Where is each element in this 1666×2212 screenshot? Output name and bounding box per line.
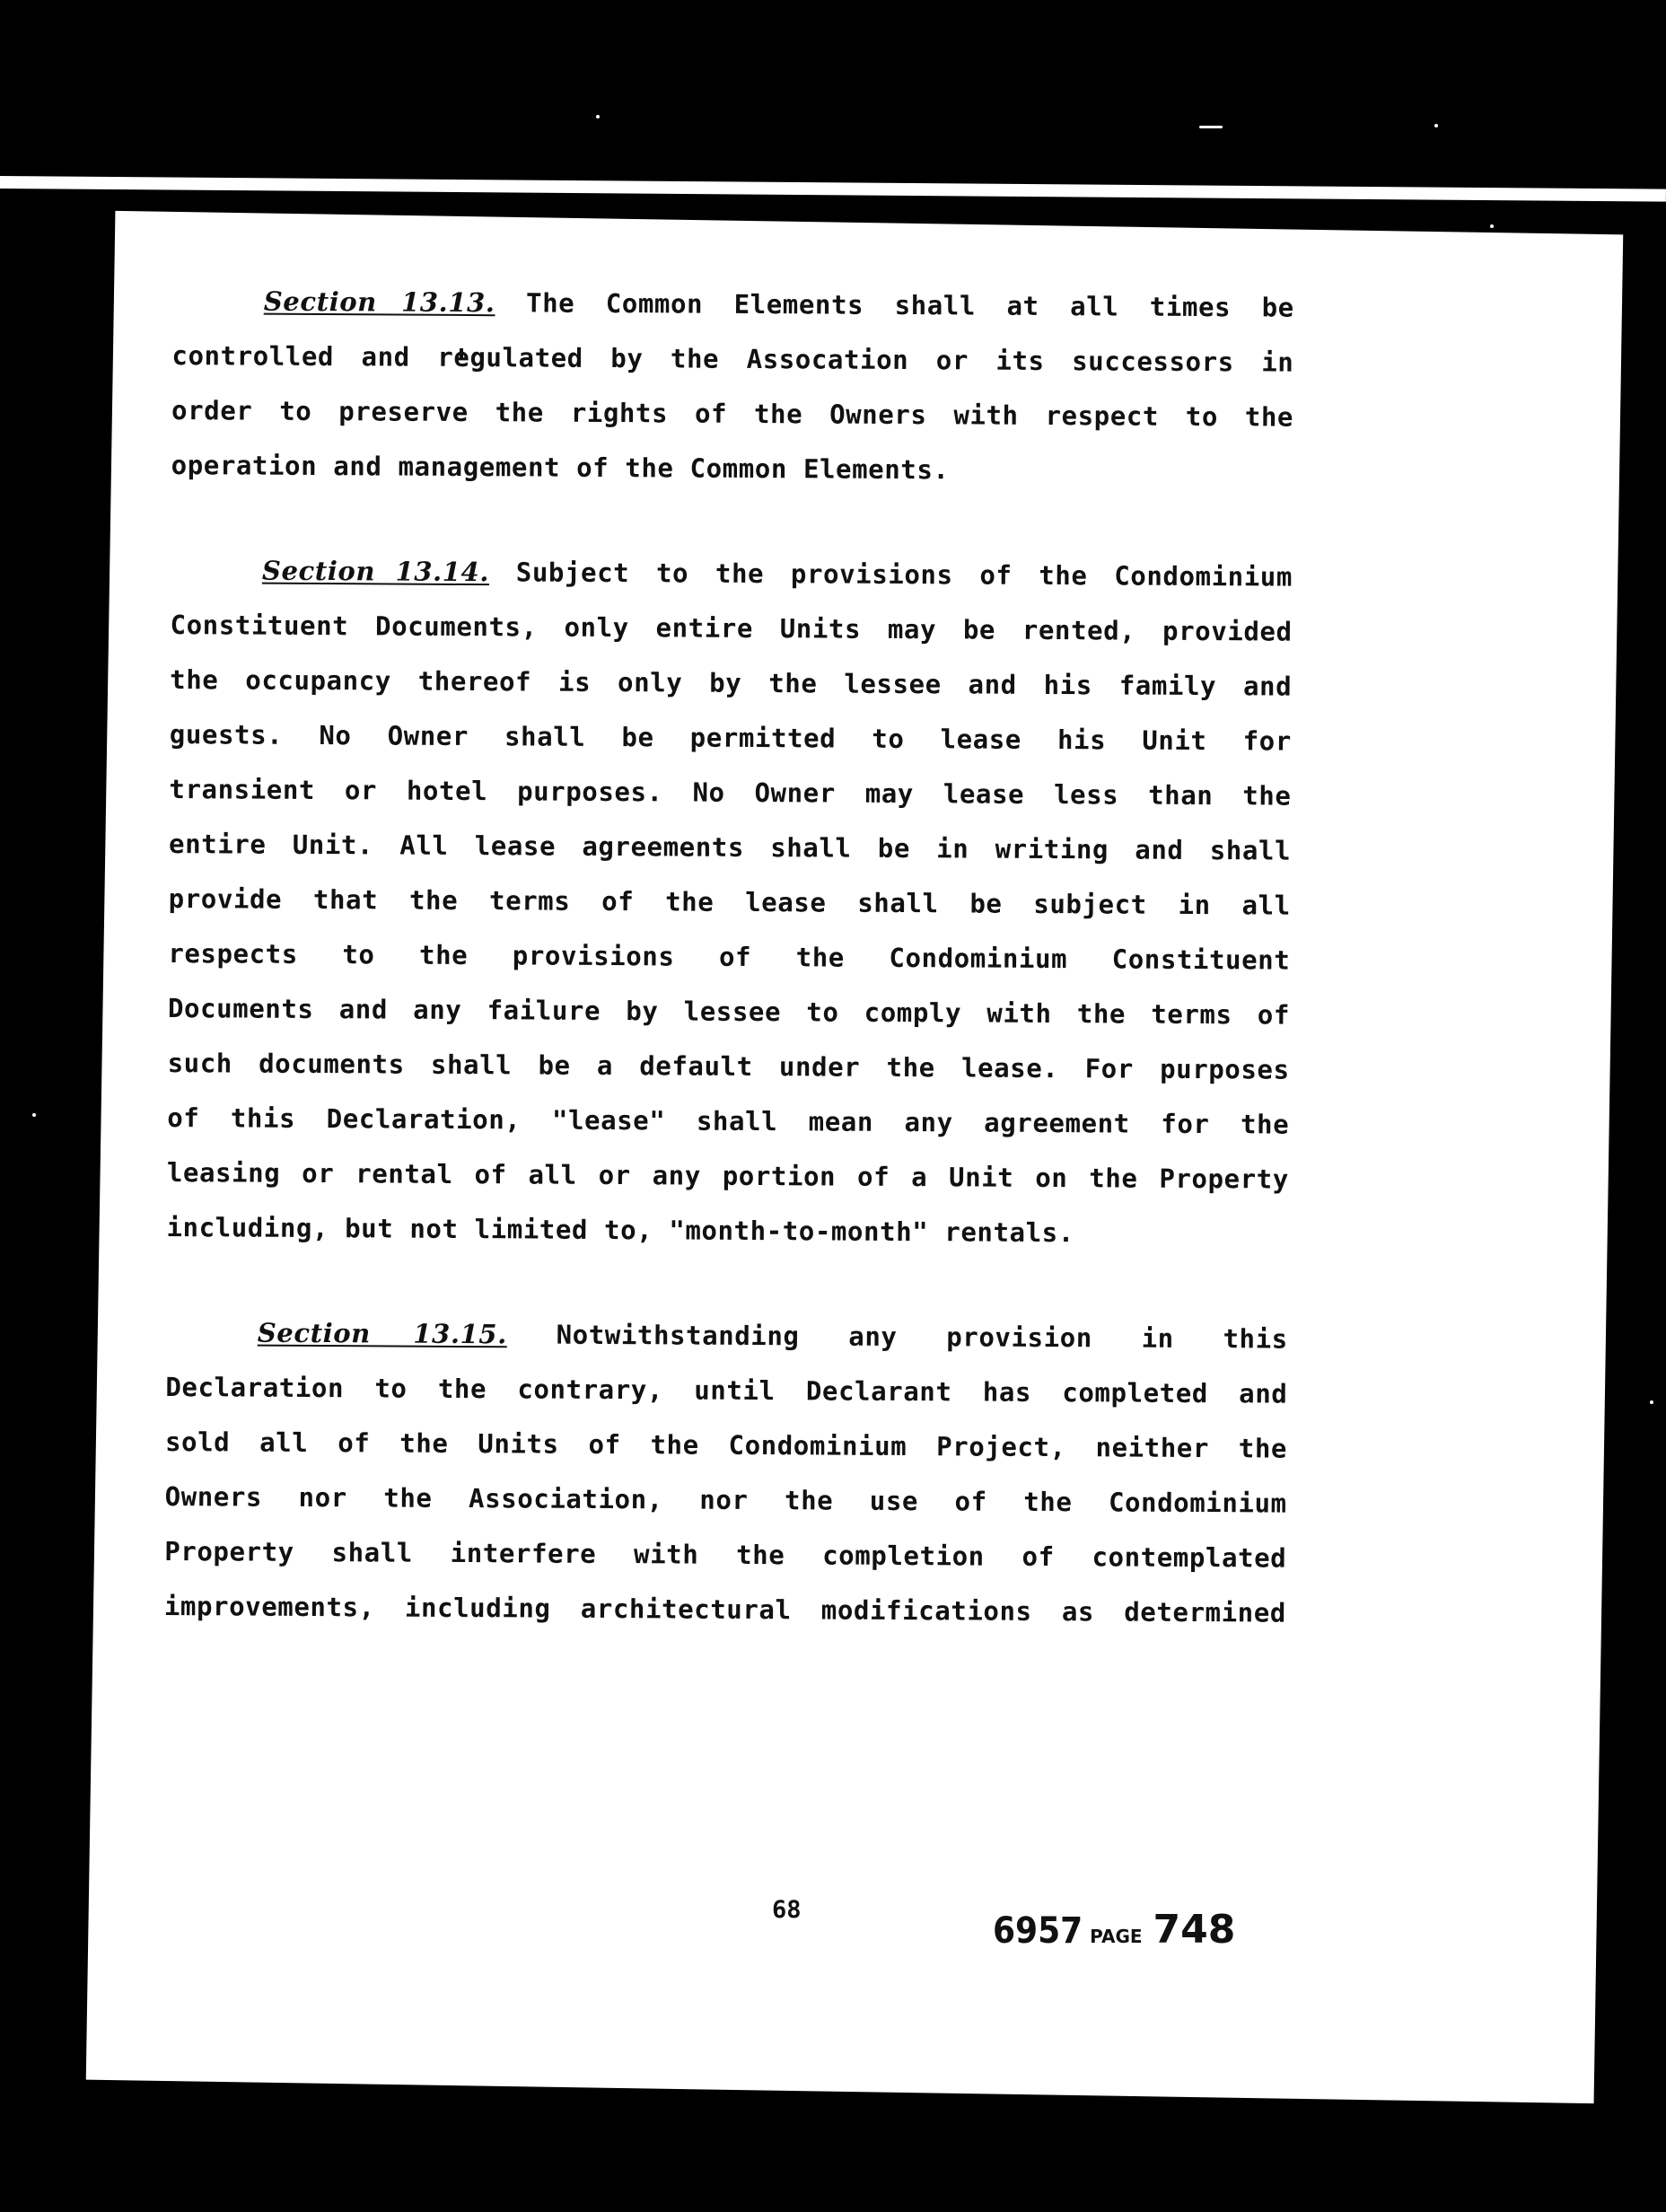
paragraph-line: controlled and regulated by the Assocation or its successors in [171,339,1294,378]
paragraph-line [171,543,1293,605]
paragraph-line: the occupancy thereof is only by the lessee and his family and [170,663,1293,702]
section-13-15-paragraph [164,1305,1288,1641]
scan-speck [1490,224,1494,228]
paragraph-line: respects to the provisions of the Condominium Constituent [168,937,1291,976]
paragraph-line: Constituent Documents, only entire Units may be rented, provided [170,609,1293,647]
section-text: The Common Elements shall at all times be [526,287,1294,323]
section-heading: Section 13.14. [261,555,490,588]
scan-speck [1199,126,1223,128]
paragraph-line: Owners nor the Association, nor the use of the Condominium [164,1480,1287,1519]
paragraph-line: Property shall interfere with the completion of contemplated [164,1535,1287,1574]
document-body [163,274,1294,1691]
paragraph-line: guests. No Owner shall be permitted to lease his Unit for [169,718,1292,757]
scan-speck [596,115,600,118]
paragraph-line: leasing or rental of all or any portion of a Unit on the Property [166,1156,1289,1195]
paragraph-line [166,1305,1288,1367]
book-number: 6957 [993,1910,1083,1952]
recording-stamp [993,1907,1235,1953]
scan-speck [32,1113,36,1117]
paragraph-line: operation and management of the Common Elements. [171,449,950,486]
paragraph-line: entire Unit. All lease agreements shall be in writing and shall [169,828,1292,866]
page-number: 68 [772,1896,802,1924]
paragraph-line: improvements, including architectural modifications as determined [163,1590,1287,1628]
paragraph-line [172,274,1294,336]
paragraph-line: such documents shall be a default under the lease. For purposes [167,1047,1290,1085]
paragraph-line: sold all of the Units of the Condominium Project, neither the [164,1426,1288,1464]
paragraph-line: order to preserve the rights of the Owners with respect to the [171,394,1294,433]
section-13-13-paragraph [171,274,1294,500]
paragraph-line: of this Declaration, "lease" shall mean any agreement for the [167,1102,1290,1140]
paragraph-line: including, but not limited to, "month-to-month" rentals. [166,1211,1074,1249]
paragraph-line: provide that the terms of the lease shall be subject in all [168,882,1291,921]
section-text: Subject to the provisions of the Condominium [515,557,1293,592]
stamp-page-number: 748 [1153,1907,1236,1953]
scanner-edge-strip [0,176,1666,202]
scan-speck [1434,124,1438,127]
section-text: Notwithstanding any provision in this [556,1319,1288,1355]
paragraph-line: transient or hotel purposes. No Owner may lease less than the [169,773,1292,812]
section-heading: Section 13.15. [257,1317,507,1350]
scan-speck [1650,1400,1653,1404]
paragraph-line: Declaration to the contrary, until Declarant has completed and [165,1371,1288,1409]
page-label: PAGE [1090,1926,1143,1947]
section-13-14-paragraph [166,543,1293,1262]
paragraph-line: Documents and any failure by lessee to comply with the terms of [167,992,1291,1031]
section-heading: Section 13.13. [263,285,495,319]
